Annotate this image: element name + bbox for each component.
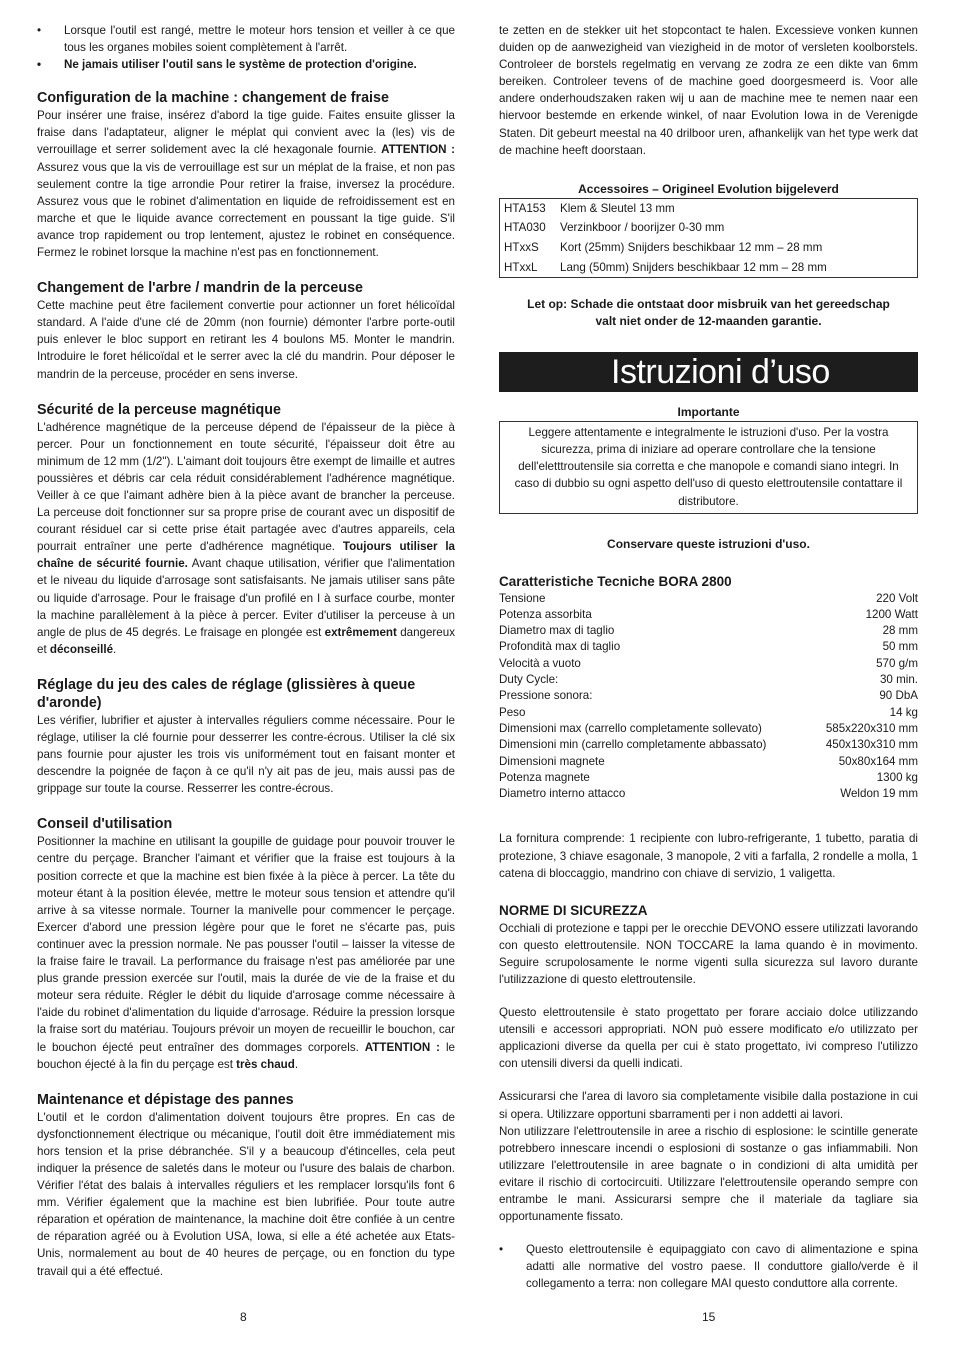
text-run: L'adhérence magnétique de la perceuse dépend de l'épaisseur de la pièce à percer. Pour un fonctionnement en toute sécurité, l'épaisseur doit être au minimum de 12 mm (1/2"). L'aimant doit toujours être exempt de limaille et autres poussières et débris car cela réduit considérablement l'adhérence magnétique. Veiller à ce que l'aimant adhère bien à la pièce avant de brancher la perceuse. La perceuse doit fonctionner sur sa propre prise de courant avec un dispositif de courant résiduel car si cette prise était partagée avec d'autres appareils, cela pourrait entraîner une perte d'adhérence magnétique. xyxy=(37,420,455,554)
spec-label: Peso xyxy=(499,705,526,719)
page-number-left: 8 xyxy=(240,1310,247,1324)
spec-row xyxy=(499,688,918,704)
section-title: Conseil d'utilisation xyxy=(37,816,173,833)
text-run: Assurez vous que la vis de verrouillage est sur un méplat de la fraise, et non pas seulement contre la tige arrondie Pour retirer la fraise, inversez la procédure. Assurez vous que le robinet d'alimentation en liquide de refroidissement est en marche et que le liquide avance correctement en poussant la tige guide. S'il avance trop rapidement ou trop lentement, ajustez le robinet en conséquence. Fermez le robinet lorsque la machine n'est pas en fonctionnement. xyxy=(37,160,455,260)
text-run: dangereux et xyxy=(37,625,455,656)
spec-label: Potenza assorbita xyxy=(499,607,592,621)
bold-run: déconseillé xyxy=(49,642,114,656)
spec-row xyxy=(499,721,918,737)
bold-run: ATTENTION : xyxy=(381,143,455,157)
spec-value: 570 g/m xyxy=(876,656,918,670)
spec-label: Pressione sonora: xyxy=(499,689,593,703)
spec-value: 220 Volt xyxy=(876,591,918,605)
norme-bullet-list xyxy=(499,1241,918,1292)
fornitura-paragraph: La fornitura comprende: 1 recipiente con lubro-refrigerante, 1 tubetto, paratia di protezione, 3 chiave esagonale, 3 manopole, 2 viti a farfalla, 2 rondelle a molla, 1 catena di bloccaggio, mandrino con chiave di servizio, 1 valigetta. xyxy=(499,832,918,880)
spec-value: 1200 Watt xyxy=(865,607,918,621)
text-run: . xyxy=(294,1057,299,1071)
text-run: Positionner la machine en utilisant la goupille de guidage pour pouvoir trouver le centre du perçage. Brancher l'aimant et vérifier que la fraise est toujours à la position correcte et que la machine est bien fixée à la pièce à percer. La tête du moteur étant à la position élevée, mettre le moteur sous tension et attendre qu'il arrive à sa vitesse normale. Tourner la manivelle pour commencer le perçage. Exercer d'abord une pression légère pour que le foret ne s'écarte pas, puis continuer avec la pression normale. Ne pas pousser l'outil – laisser la vitesse de la fraise faire le travail. La performance du fraisage n'est pas améliorée par une plus grande pression exercée sur l'outil, mais la durée de vie de la fraise et du moteur sera réduite. Régler le débit du liquide d'arrosage comme nécessaire à l'aide du robinet d'alimentation du liquide d'arrosage. Réduire la pression lorsque la fraise sort du matériau. Toujours prévoir un moyen de recueillir le bouchon, car le bouchon éjecté peut entraîner des dommages corporels. xyxy=(37,835,455,1054)
spec-row xyxy=(499,705,918,721)
spec-label: Tensione xyxy=(499,591,546,605)
bold-run: très chaud xyxy=(236,1057,295,1071)
spec-label: Dimensioni magnete xyxy=(499,754,605,768)
importante-box: Leggere attentamente e integralmente le istruzioni d'uso. Per la vostra sicurezza, prima di iniziare ad operare controllare che la tensione dell'eletttroutensile sia corretta e che manopole e comandi siano integri. In caso di dubbio su ogni aspetto dell'uso di questo elettroutensile contattare il distributore. xyxy=(499,421,918,513)
section-title: Réglage du jeu des cales de réglage (glissières à queue d'aronde) xyxy=(37,676,416,711)
table-row xyxy=(500,238,918,258)
spec-value: 30 min. xyxy=(879,673,918,687)
conserve-note: Conservare queste istruzioni d'uso. xyxy=(607,536,810,551)
spec-row xyxy=(499,672,918,688)
spec-label: Velocità a vuoto xyxy=(499,656,581,670)
spec-value: 585x220x310 mm xyxy=(825,721,918,735)
spec-value: Weldon 19 mm xyxy=(840,787,918,801)
intro-paragraph: te zetten en de stekker uit het stopcontact te halen. Excessieve vonken kunnen duiden op de aanwezigheid van viezigheid in de motor of versleten koolborstels. Controleer de borstels regelmatig en vervang ze zodra ze een dikte van 6mm bereiken. Controleer tevens of de machine goed doorgesmeerd is. Voor alle andere onderhoudszaken raken wij u aan de machine mee te nemen naar een hiervoor bestemde en erkende winkel, of naar Evolution Iowa in de Verenigde Staten. Dit gebeurt meestal na 40 drilboor uren, afhankelijk van het type werk dat de machine heeft doorstaan. xyxy=(499,24,918,157)
norme-paragraph: Occhiali di protezione e tappi per le orecchie DEVONO essere utilizzati lavorando con questo elettroutensile. NON TOCCARE la lama quando è in movimento. Seguire scrupolosamente le norme vigenti sulla sicurezza sul lavoro durante l'utilizzazione di questo elettroutensile. xyxy=(499,921,918,987)
bold-run: Toujours utiliser la chaîne de sécurité fournie. xyxy=(37,540,455,571)
spec-row xyxy=(499,591,918,607)
table-cell: Verzinkboor / boorijzer 0-30 mm xyxy=(560,221,725,235)
section-body: Cette machine peut être facilement convertie pour actionner un foret hélicoïdal standard. A l'aide d'une clé de 20mm (non fournie) démonter l'arbre porte-outil puis enlever le bloc support en retirant les 4 boulons M5. Monter le mandrin. Introduire le foret hélicoïdal et le serrer avec la clé du mandrin. Pour déposer le mandrin de la perceuse, procéder en sens inverse. xyxy=(37,299,455,381)
spec-value: 14 kg xyxy=(889,705,918,719)
spec-value: 50x80x164 mm xyxy=(838,754,918,768)
accessories-title: Accessoires – Origineel Evolution bijgeleverd xyxy=(578,181,839,196)
spec-value: 1300 kg xyxy=(876,770,918,784)
spec-row xyxy=(499,656,918,672)
spec-label: Dimensioni min (carrello completamente abbassato) xyxy=(499,738,767,752)
spec-row xyxy=(499,786,918,802)
list-item: • Lorsque l'outil est rangé, mettre le moteur hors tension et veiller à ce que tous les organes mobiles soient complètement à l'arrêt. xyxy=(37,22,455,56)
spec-row xyxy=(499,607,918,623)
list-item: • Questo elettroutensile è equipaggiato con cavo di alimentazione e spina adatti alle normative del vostro paese. Il conduttore giallo/verde è il collegamento a terra: non collegare MAI questo conduttore alla corrente. xyxy=(499,1241,918,1292)
section-body: L'outil et le cordon d'alimentation doivent toujours être propres. En cas de dysfonctionnement électrique ou mécanique, l'outil doit être immédiatement mis hors tension et la prise débranchée. S'il y a beaucoup d'étincelles, cela peut indiquer la présence de saletés dans le moteur ou l'usure des balais de charbon. Vérifier l'état des balais à intervalles réguliers et les remplacer lorsqu'ils font 6 mm. Vérifier également que la machine est bien lubrifiée. Pour toute autre réparation et opération de maintenance, la machine doit être confiée à un centre de réparation agréé ou à Evolution USA, Iowa, si elle a été achetée aux Etats-Unis, normalement au bout de 40 heures de perçage, ou en fonction du type travail qui a été effectué. xyxy=(37,1110,455,1278)
table-row xyxy=(500,218,918,238)
spec-label: Diametro interno attacco xyxy=(499,787,626,801)
section-body: Les vérifier, lubrifier et ajuster à intervalles réguliers comme nécessaire. Pour le réglage, utiliser la clé fournie pour desserrer les contre-écrous. Utiliser la clé six pans fournie pour ajuster les trois vis uniformément tout en faisant monter et descendre la poignée de façon à ce qu'il n'y ait pas de jeu, mais aussi pas de grippage sur toute la course. Resserrer les contre-écrous. xyxy=(37,713,455,796)
section-body xyxy=(37,107,455,261)
spec-value: 28 mm xyxy=(882,624,918,638)
spec-label: Profondità max di taglio xyxy=(499,640,621,654)
accessories-table xyxy=(499,198,918,278)
table-cell: HTxxL xyxy=(504,260,538,274)
table-cell: HTA030 xyxy=(504,221,546,235)
table-cell: HTA153 xyxy=(504,201,546,215)
spec-row xyxy=(499,754,918,770)
section-title: Sécurité de la perceuse magnétique xyxy=(37,401,281,418)
text-run: Avant chaque utilisation, vérifier que l'alimentation et le niveau du liquide d'arrosage sont satisfaisants. Ne jamais utiliser sans pâte ou liquide d'arrosage. Pour le fraisage d'un profilé en I à surface courbe, monter la machine parallèlement à la pièce à percer. Eviter d'utiliser la perceuse à un angle de plus de 45 degrés. Le fraisage en plongée est xyxy=(37,557,455,639)
spec-row xyxy=(499,623,918,639)
specs-list xyxy=(499,591,918,803)
section-body xyxy=(37,833,455,1072)
section-banner: Istruzioni d’uso xyxy=(499,352,918,392)
spec-row xyxy=(499,639,918,655)
spec-row xyxy=(499,737,918,753)
text-run: le bouchon éjecté à la fin du perçage est xyxy=(37,1040,455,1071)
section-title: Changement de l'arbre / mandrin de la perceuse xyxy=(37,280,363,297)
bold-run: ATTENTION : xyxy=(364,1040,441,1054)
section-body xyxy=(37,419,455,658)
table-cell: Kort (25mm) Snijders beschikbaar 12 mm – 28 mm xyxy=(560,240,823,254)
right-column xyxy=(499,22,918,1293)
bullet-list xyxy=(37,22,455,73)
spec-label: Duty Cycle: xyxy=(499,673,559,687)
section-title: Configuration de la machine : changement de fraise xyxy=(37,90,389,107)
warranty-warning: Let op: Schade die ontstaat door misbruik van het gereedschap valt niet onder de 12-maanden garantie. xyxy=(527,297,890,329)
specs-title: Caratteristiche Tecniche BORA 2800 xyxy=(499,573,732,589)
page-number-right: 15 xyxy=(702,1310,716,1324)
section-title: Maintenance et dépistage des pannes xyxy=(37,1091,294,1108)
norme-paragraph: Questo elettroutensile è stato progettato per forare acciaio dolce utilizzando utensili e accessori appropriati. NON può essere modificato e/o utilizzato per applicazioni diverse da quella per cui è stato progettato, ivi compreso l'utilizzo con utensili diversi da quelli indicati. xyxy=(499,1006,918,1071)
table-cell: Klem & Sleutel 13 mm xyxy=(560,201,675,215)
spec-value: 450x130x310 mm xyxy=(825,738,918,752)
bold-run: extrêmement xyxy=(324,625,397,639)
norme-paragraph: Non utilizzare l'elettroutensile in aree a rischio di esplosione: le scintille generate potrebbero innescare incendi o esplosioni di sostanze o gas infiammabili. Non utilizzare l'elettroutensile in aree bagnate o in condizioni di alta umidità per evitare il rischio di cortocircuiti. Utilizzare l'elettroutensile operando sempre con entrambe le mani. Assicurarsi sempre che il materiale da tagliare sia opportunamente fissato. xyxy=(499,1124,918,1224)
norme-title: NORME DI SICUREZZA xyxy=(499,902,648,918)
list-item: • Ne jamais utiliser l'outil sans le système de protection d'origine. xyxy=(37,56,455,73)
table-cell: Lang (50mm) Snijders beschikbaar 12 mm – 28 mm xyxy=(560,260,827,274)
importante-title: Importante xyxy=(677,405,740,420)
left-column xyxy=(37,22,455,1280)
table-cell: HTxxS xyxy=(504,240,539,254)
spec-value: 50 mm xyxy=(882,640,918,654)
spec-label: Diametro max di taglio xyxy=(499,624,615,638)
spec-label: Dimensioni max (carrello completamente sollevato) xyxy=(499,721,762,735)
norme-paragraph: Assicurarsi che l'area di lavoro sia completamente visibile dalla postazione in cui si opera. Utilizzare opportuni sbarramenti per i non addetti ai lavori. xyxy=(499,1090,918,1121)
table-row xyxy=(500,258,918,278)
spec-row xyxy=(499,770,918,786)
spec-value: 90 DbA xyxy=(879,689,918,703)
table-row xyxy=(500,198,918,218)
text-run: . xyxy=(113,642,117,656)
spec-label: Potenza magnete xyxy=(499,770,590,784)
text-run: Pour insérer une fraise, insérez d'abord la tige guide. Faites ensuite glisser la fraise dans l'adaptateur, aligner le méplat qui convient avec la (les) vis de verrouillage et serrer solidement avec la clé hexagonale fournie. xyxy=(37,109,455,157)
